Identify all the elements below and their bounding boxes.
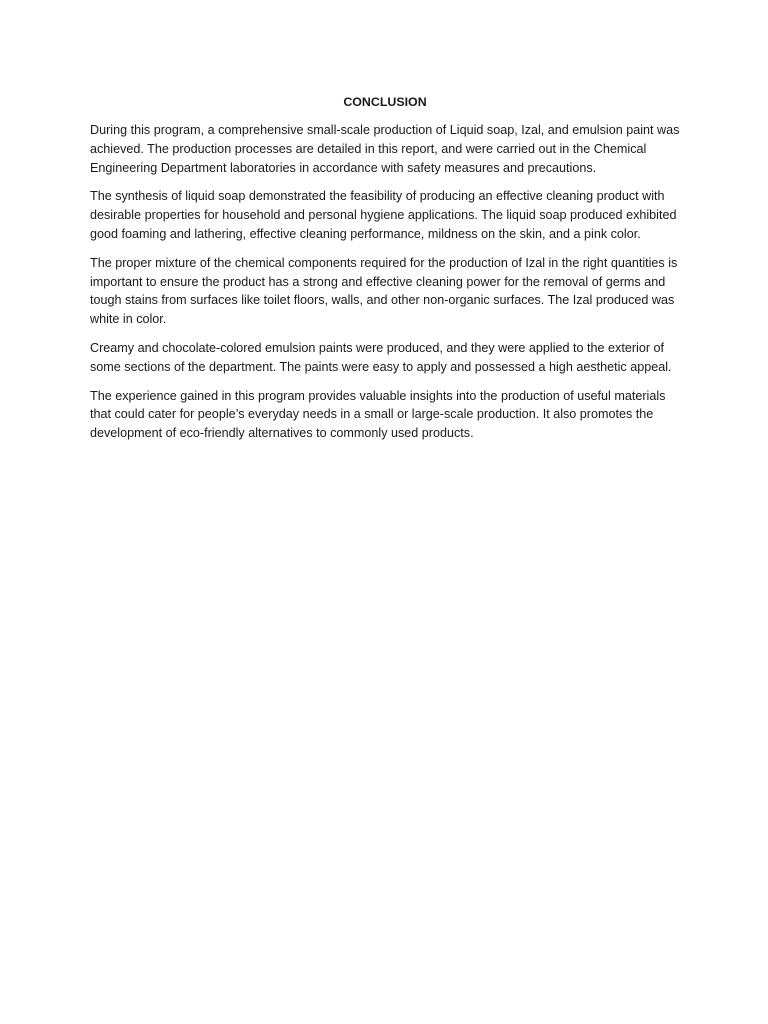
paragraph-production-summary: During this program, a comprehensive small-scale production of Liquid soap, Izal, and emulsion paint was achieved. The production processes are detailed in this report, and were carried out in the Chemical Engineering Department laboratories in accordance with safety measures and precautions. [90,123,680,175]
section-title: CONCLUSION [343,95,427,109]
paragraph-izal: The proper mixture of the chemical components required for the production of Izal in the right quantities is important to ensure the product has a strong and effective cleaning power for the removal of germs and tough stains from surfaces like toilet floors, walls, and other non-organic surfaces. The Izal produced was white in color. [90,255,678,327]
paragraph-experience: The experience gained in this program provides valuable insights into the production of useful materials that could cater for people’s everyday needs in a small or large-scale production. It also promotes the development of eco-friendly alternatives to commonly used products. [90,388,666,441]
document-body [90,93,680,453]
paragraph-liquid-soap: The synthesis of liquid soap demonstrated the feasibility of producing an effective cleaning product with desirable properties for household and personal hygiene applications. The liquid soap produced exhibited good foaming and lathering, effective cleaning performance, mildness on the skin, and a pink color. [90,189,677,241]
paragraph-emulsion-paint: Creamy and chocolate-colored emulsion paints were produced, and they were applied to the exterior of some sections of the department. The paints were easy to apply and possessed a high aesthetic appeal. [90,340,672,374]
